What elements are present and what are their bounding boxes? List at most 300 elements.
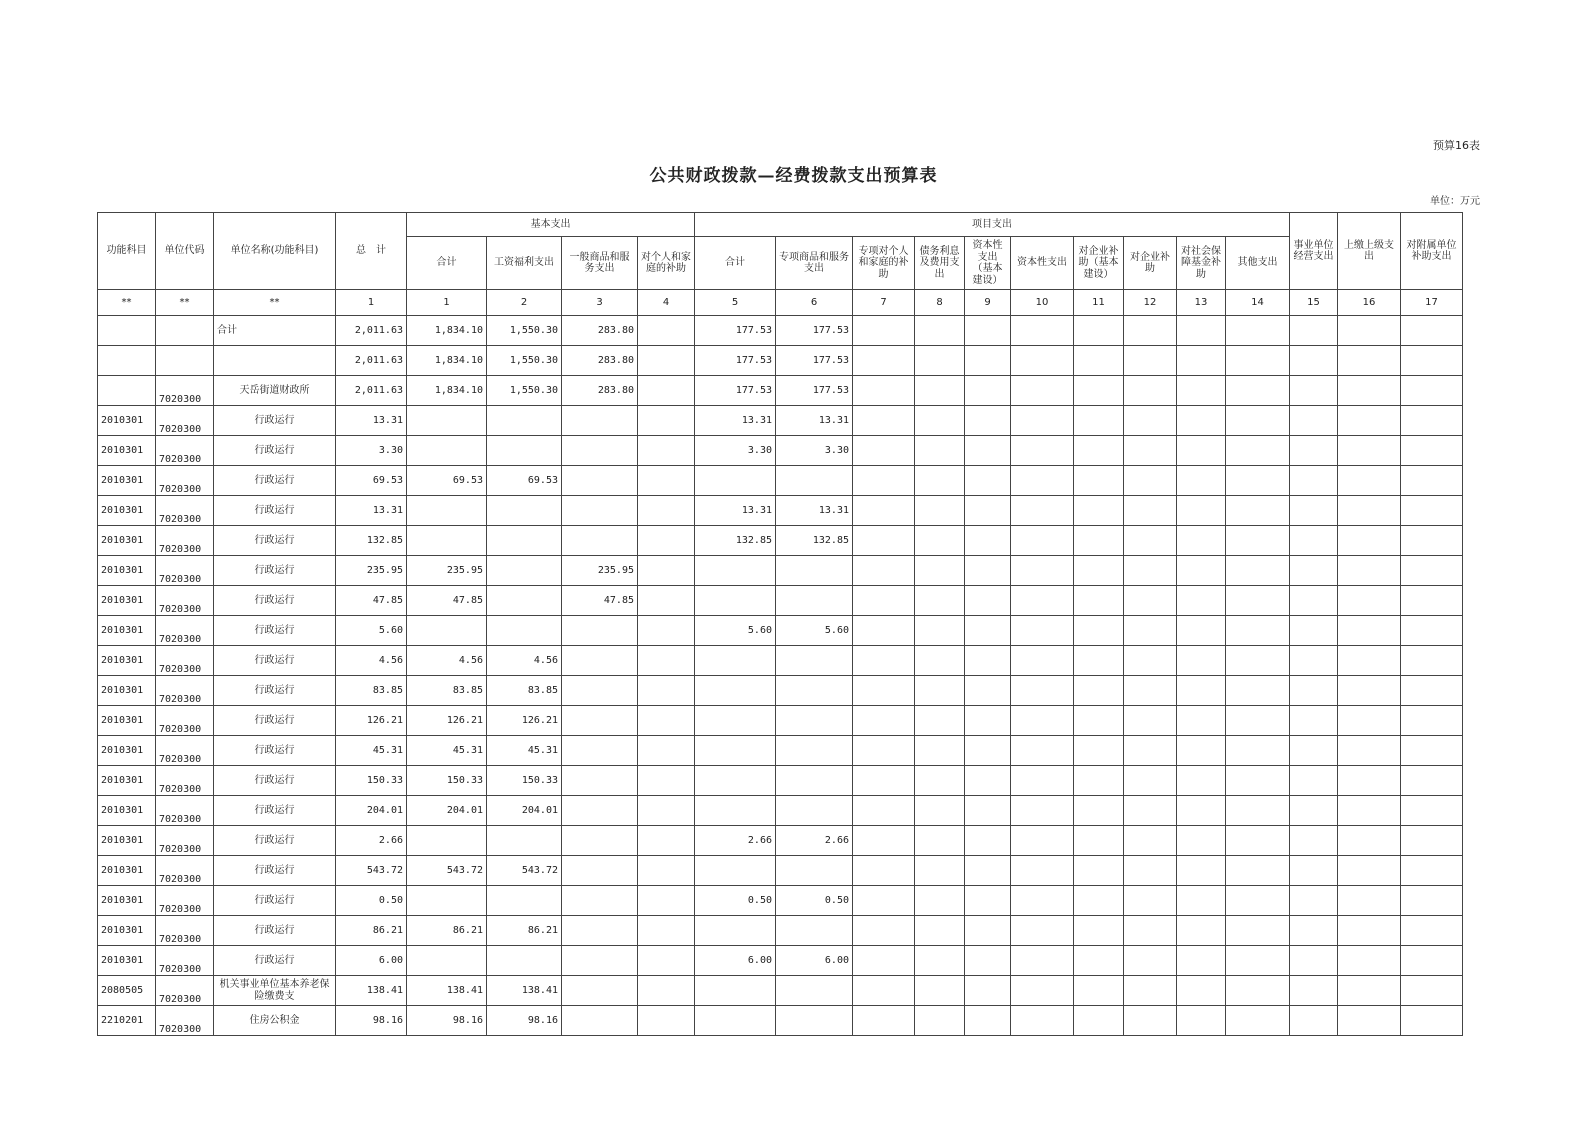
unit-name-cell: 行政运行: [214, 616, 336, 646]
project-goods-cell: 132.85: [776, 526, 853, 556]
goods-services-cell: 283.80: [562, 376, 638, 406]
form-number: 预算16表: [1433, 139, 1480, 152]
unit-code-cell: 7020300: [156, 736, 214, 766]
total-cell: 69.53: [336, 466, 407, 496]
empty-cell: [1177, 676, 1226, 706]
goods-services-cell: 283.80: [562, 316, 638, 346]
empty-cell: [1401, 976, 1463, 1006]
empty-cell: [915, 376, 965, 406]
empty-cell: [1226, 436, 1290, 466]
empty-cell: [1011, 886, 1074, 916]
func-code-cell: 2210201: [98, 1006, 156, 1036]
project-total-cell: 5.60: [695, 616, 776, 646]
empty-cell: [853, 676, 915, 706]
empty-cell: [1177, 346, 1226, 376]
salary-cell: 4.56: [487, 646, 562, 676]
empty-cell: [1226, 916, 1290, 946]
index-cell: 7: [853, 290, 915, 316]
header-salary: 工资福利支出: [487, 237, 562, 290]
header-other: 其他支出: [1226, 237, 1290, 290]
salary-cell: 69.53: [487, 466, 562, 496]
empty-cell: [915, 496, 965, 526]
empty-cell: [915, 976, 965, 1006]
empty-cell: [915, 766, 965, 796]
empty-cell: [1338, 676, 1401, 706]
total-cell: 83.85: [336, 676, 407, 706]
empty-cell: [915, 706, 965, 736]
project-goods-cell: [776, 1006, 853, 1036]
func-code-cell: 2010301: [98, 646, 156, 676]
header-basic-total: 合计: [407, 237, 487, 290]
empty-cell: [1338, 436, 1401, 466]
empty-cell: [1124, 916, 1177, 946]
table-row: [98, 1006, 1463, 1036]
empty-cell: [915, 406, 965, 436]
empty-cell: [1124, 646, 1177, 676]
index-cell: 8: [915, 290, 965, 316]
table-row: [98, 466, 1463, 496]
empty-cell: [1074, 646, 1124, 676]
empty-cell: [1338, 406, 1401, 436]
func-code-cell: 2010301: [98, 766, 156, 796]
unit-name-cell: 行政运行: [214, 436, 336, 466]
empty-cell: [1401, 466, 1463, 496]
empty-cell: [853, 766, 915, 796]
project-total-cell: [695, 1006, 776, 1036]
unit-code-cell: 7020300: [156, 706, 214, 736]
func-code-cell: [98, 316, 156, 346]
empty-cell: [1011, 976, 1074, 1006]
salary-cell: [487, 556, 562, 586]
unit-code-cell: 7020300: [156, 586, 214, 616]
func-code-cell: 2010301: [98, 856, 156, 886]
project-total-cell: [695, 706, 776, 736]
empty-cell: [1401, 496, 1463, 526]
empty-cell: [965, 796, 1011, 826]
total-cell: 132.85: [336, 526, 407, 556]
unit-name-cell: 行政运行: [214, 916, 336, 946]
empty-cell: [965, 736, 1011, 766]
empty-cell: [1338, 316, 1401, 346]
project-total-cell: 13.31: [695, 496, 776, 526]
total-cell: 138.41: [336, 976, 407, 1006]
table-row: [98, 556, 1463, 586]
personal-subsidy-cell: [638, 466, 695, 496]
empty-cell: [1290, 736, 1338, 766]
table-row: [98, 706, 1463, 736]
unit-name-cell: 行政运行: [214, 646, 336, 676]
empty-cell: [965, 526, 1011, 556]
unit-code-cell: 7020300: [156, 406, 214, 436]
header-proj-goods: 专项商品和服务支出: [776, 237, 853, 290]
empty-cell: [1290, 406, 1338, 436]
empty-cell: [853, 826, 915, 856]
goods-services-cell: [562, 826, 638, 856]
empty-cell: [915, 916, 965, 946]
unit-name-cell: 行政运行: [214, 766, 336, 796]
unit-name-cell: 行政运行: [214, 946, 336, 976]
project-goods-cell: [776, 796, 853, 826]
table-row: [98, 886, 1463, 916]
personal-subsidy-cell: [638, 736, 695, 766]
empty-cell: [1290, 826, 1338, 856]
empty-cell: [1177, 526, 1226, 556]
salary-cell: 1,550.30: [487, 346, 562, 376]
empty-cell: [965, 406, 1011, 436]
salary-cell: [487, 946, 562, 976]
empty-cell: [1011, 796, 1074, 826]
project-goods-cell: 5.60: [776, 616, 853, 646]
header-ent-subsidy: 对企业补助: [1124, 237, 1177, 290]
header-biz-expense: 事业单位经营支出: [1290, 213, 1338, 290]
header-basic-group: 基本支出: [407, 213, 695, 237]
empty-cell: [853, 976, 915, 1006]
empty-cell: [965, 616, 1011, 646]
func-code-cell: 2010301: [98, 946, 156, 976]
empty-cell: [1338, 466, 1401, 496]
project-goods-cell: [776, 736, 853, 766]
empty-cell: [915, 616, 965, 646]
empty-cell: [1074, 376, 1124, 406]
total-cell: 150.33: [336, 766, 407, 796]
empty-cell: [1011, 1006, 1074, 1036]
index-cell: 1: [407, 290, 487, 316]
empty-cell: [1338, 646, 1401, 676]
empty-cell: [1290, 556, 1338, 586]
empty-cell: [1290, 766, 1338, 796]
func-code-cell: 2010301: [98, 826, 156, 856]
unit-code-cell: 7020300: [156, 436, 214, 466]
basic-total-cell: 98.16: [407, 1006, 487, 1036]
empty-cell: [1124, 946, 1177, 976]
empty-cell: [1074, 976, 1124, 1006]
index-cell: 2: [487, 290, 562, 316]
personal-subsidy-cell: [638, 556, 695, 586]
personal-subsidy-cell: [638, 316, 695, 346]
total-cell: 13.31: [336, 406, 407, 436]
project-goods-cell: 177.53: [776, 346, 853, 376]
empty-cell: [1124, 526, 1177, 556]
empty-cell: [1177, 556, 1226, 586]
empty-cell: [1074, 316, 1124, 346]
empty-cell: [1226, 676, 1290, 706]
empty-cell: [915, 526, 965, 556]
empty-cell: [1226, 556, 1290, 586]
personal-subsidy-cell: [638, 526, 695, 556]
unit-code-cell: 7020300: [156, 556, 214, 586]
empty-cell: [1226, 406, 1290, 436]
total-cell: 45.31: [336, 736, 407, 766]
empty-cell: [1338, 856, 1401, 886]
table-row: [98, 406, 1463, 436]
empty-cell: [965, 766, 1011, 796]
salary-cell: 1,550.30: [487, 316, 562, 346]
empty-cell: [1226, 856, 1290, 886]
personal-subsidy-cell: [638, 346, 695, 376]
empty-cell: [1074, 586, 1124, 616]
unit-name-cell: 行政运行: [214, 526, 336, 556]
empty-cell: [1011, 736, 1074, 766]
goods-services-cell: 235.95: [562, 556, 638, 586]
table-row: [98, 796, 1463, 826]
empty-cell: [1338, 826, 1401, 856]
unit-name-cell: 行政运行: [214, 676, 336, 706]
func-code-cell: 2010301: [98, 466, 156, 496]
unit-name-cell: 行政运行: [214, 496, 336, 526]
unit-label: 单位：万元: [1430, 196, 1480, 207]
func-code-cell: 2010301: [98, 496, 156, 526]
empty-cell: [1401, 556, 1463, 586]
empty-cell: [1011, 676, 1074, 706]
basic-total-cell: 235.95: [407, 556, 487, 586]
unit-code-cell: 7020300: [156, 646, 214, 676]
unit-code-cell: 7020300: [156, 616, 214, 646]
personal-subsidy-cell: [638, 946, 695, 976]
table-row: [98, 946, 1463, 976]
empty-cell: [1177, 616, 1226, 646]
salary-cell: [487, 436, 562, 466]
empty-cell: [1124, 556, 1177, 586]
empty-cell: [1401, 826, 1463, 856]
empty-cell: [1401, 946, 1463, 976]
empty-cell: [1401, 316, 1463, 346]
empty-cell: [1074, 796, 1124, 826]
empty-cell: [1338, 736, 1401, 766]
project-total-cell: [695, 856, 776, 886]
empty-cell: [853, 556, 915, 586]
index-cell: 5: [695, 290, 776, 316]
empty-cell: [853, 586, 915, 616]
project-total-cell: 177.53: [695, 346, 776, 376]
empty-cell: [1011, 346, 1074, 376]
empty-cell: [1177, 766, 1226, 796]
basic-total-cell: 204.01: [407, 796, 487, 826]
empty-cell: [915, 946, 965, 976]
total-cell: 47.85: [336, 586, 407, 616]
empty-cell: [1011, 526, 1074, 556]
table-row: [98, 736, 1463, 766]
unit-name-cell: 机关事业单位基本养老保险缴费支: [214, 976, 336, 1006]
empty-cell: [915, 856, 965, 886]
header-unit-code: 单位代码: [156, 213, 214, 290]
empty-cell: [1401, 526, 1463, 556]
goods-services-cell: [562, 466, 638, 496]
unit-code-cell: 7020300: [156, 496, 214, 526]
basic-total-cell: 150.33: [407, 766, 487, 796]
unit-name-cell: 行政运行: [214, 466, 336, 496]
empty-cell: [1226, 646, 1290, 676]
empty-cell: [965, 466, 1011, 496]
empty-cell: [965, 676, 1011, 706]
header-debt-interest: 债务利息及费用支出: [915, 237, 965, 290]
empty-cell: [965, 706, 1011, 736]
basic-total-cell: 1,834.10: [407, 376, 487, 406]
basic-total-cell: 4.56: [407, 646, 487, 676]
empty-cell: [1338, 946, 1401, 976]
project-total-cell: 2.66: [695, 826, 776, 856]
empty-cell: [853, 886, 915, 916]
project-goods-cell: 0.50: [776, 886, 853, 916]
personal-subsidy-cell: [638, 796, 695, 826]
empty-cell: [1177, 496, 1226, 526]
empty-cell: [1177, 376, 1226, 406]
empty-cell: [915, 676, 965, 706]
empty-cell: [1011, 406, 1074, 436]
salary-cell: [487, 616, 562, 646]
empty-cell: [1338, 706, 1401, 736]
empty-cell: [1290, 646, 1338, 676]
table-row: [98, 766, 1463, 796]
empty-cell: [853, 346, 915, 376]
empty-cell: [915, 1006, 965, 1036]
func-code-cell: 2010301: [98, 586, 156, 616]
salary-cell: 1,550.30: [487, 376, 562, 406]
unit-name-cell: 行政运行: [214, 406, 336, 436]
empty-cell: [1290, 856, 1338, 886]
empty-cell: [1011, 826, 1074, 856]
empty-cell: [1011, 316, 1074, 346]
empty-cell: [1290, 316, 1338, 346]
empty-cell: [915, 466, 965, 496]
header-unit-name: 单位名称(功能科目): [214, 213, 336, 290]
empty-cell: [1177, 826, 1226, 856]
empty-cell: [1074, 856, 1124, 886]
basic-total-cell: [407, 886, 487, 916]
func-code-cell: 2010301: [98, 556, 156, 586]
empty-cell: [1011, 556, 1074, 586]
total-cell: 4.56: [336, 646, 407, 676]
empty-cell: [853, 376, 915, 406]
index-cell: **: [156, 290, 214, 316]
empty-cell: [1226, 796, 1290, 826]
basic-total-cell: 126.21: [407, 706, 487, 736]
basic-total-cell: [407, 436, 487, 466]
empty-cell: [1226, 616, 1290, 646]
personal-subsidy-cell: [638, 586, 695, 616]
empty-cell: [1226, 466, 1290, 496]
header-ent-subsidy-basic: 对企业补助（基本建设）: [1074, 237, 1124, 290]
index-cell: 12: [1124, 290, 1177, 316]
empty-cell: [1290, 496, 1338, 526]
goods-services-cell: [562, 976, 638, 1006]
empty-cell: [853, 796, 915, 826]
empty-cell: [915, 736, 965, 766]
basic-total-cell: 47.85: [407, 586, 487, 616]
personal-subsidy-cell: [638, 916, 695, 946]
project-goods-cell: 13.31: [776, 406, 853, 436]
empty-cell: [1011, 646, 1074, 676]
empty-cell: [1124, 676, 1177, 706]
project-total-cell: 6.00: [695, 946, 776, 976]
unit-name-cell: 行政运行: [214, 736, 336, 766]
empty-cell: [1074, 676, 1124, 706]
total-cell: 0.50: [336, 886, 407, 916]
empty-cell: [1177, 466, 1226, 496]
total-cell: 98.16: [336, 1006, 407, 1036]
salary-cell: [487, 406, 562, 436]
index-cell: 16: [1338, 290, 1401, 316]
empty-cell: [1401, 436, 1463, 466]
empty-cell: [1177, 406, 1226, 436]
total-cell: 2,011.63: [336, 376, 407, 406]
empty-cell: [915, 886, 965, 916]
personal-subsidy-cell: [638, 856, 695, 886]
empty-cell: [853, 916, 915, 946]
salary-cell: 126.21: [487, 706, 562, 736]
header-project-group: 项目支出: [695, 213, 1290, 237]
empty-cell: [1290, 586, 1338, 616]
empty-cell: [853, 496, 915, 526]
salary-cell: [487, 826, 562, 856]
personal-subsidy-cell: [638, 1006, 695, 1036]
empty-cell: [915, 436, 965, 466]
basic-total-cell: [407, 616, 487, 646]
basic-total-cell: [407, 826, 487, 856]
salary-cell: 98.16: [487, 1006, 562, 1036]
empty-cell: [1338, 556, 1401, 586]
goods-services-cell: [562, 616, 638, 646]
total-cell: 235.95: [336, 556, 407, 586]
empty-cell: [1011, 376, 1074, 406]
project-total-cell: [695, 676, 776, 706]
empty-cell: [1338, 976, 1401, 1006]
personal-subsidy-cell: [638, 676, 695, 706]
total-cell: 2.66: [336, 826, 407, 856]
unit-name-cell: 行政运行: [214, 586, 336, 616]
empty-cell: [1338, 1006, 1401, 1036]
page-title: 公共财政拨款—经费拨款支出预算表: [649, 166, 938, 186]
salary-cell: 86.21: [487, 916, 562, 946]
basic-total-cell: 69.53: [407, 466, 487, 496]
unit-name-cell: 行政运行: [214, 706, 336, 736]
empty-cell: [1177, 646, 1226, 676]
basic-total-cell: [407, 496, 487, 526]
project-total-cell: 3.30: [695, 436, 776, 466]
goods-services-cell: 283.80: [562, 346, 638, 376]
salary-cell: 45.31: [487, 736, 562, 766]
empty-cell: [1226, 976, 1290, 1006]
empty-cell: [1338, 376, 1401, 406]
personal-subsidy-cell: [638, 376, 695, 406]
project-total-cell: [695, 796, 776, 826]
project-total-cell: [695, 976, 776, 1006]
salary-cell: [487, 586, 562, 616]
empty-cell: [1338, 346, 1401, 376]
total-cell: 543.72: [336, 856, 407, 886]
basic-total-cell: 138.41: [407, 976, 487, 1006]
empty-cell: [1401, 586, 1463, 616]
table-row: [98, 376, 1463, 406]
empty-cell: [1074, 826, 1124, 856]
empty-cell: [1177, 316, 1226, 346]
project-goods-cell: [776, 976, 853, 1006]
header-total: 总 计: [336, 213, 407, 290]
table-row: [98, 856, 1463, 886]
empty-cell: [1226, 346, 1290, 376]
empty-cell: [1074, 466, 1124, 496]
table-row: [98, 826, 1463, 856]
unit-code-cell: 7020300: [156, 916, 214, 946]
project-total-cell: [695, 766, 776, 796]
empty-cell: [1074, 346, 1124, 376]
personal-subsidy-cell: [638, 406, 695, 436]
salary-cell: 83.85: [487, 676, 562, 706]
unit-code-cell: 7020300: [156, 1006, 214, 1036]
empty-cell: [1124, 1006, 1177, 1036]
table-row: [98, 496, 1463, 526]
empty-cell: [1177, 886, 1226, 916]
index-cell: 15: [1290, 290, 1338, 316]
